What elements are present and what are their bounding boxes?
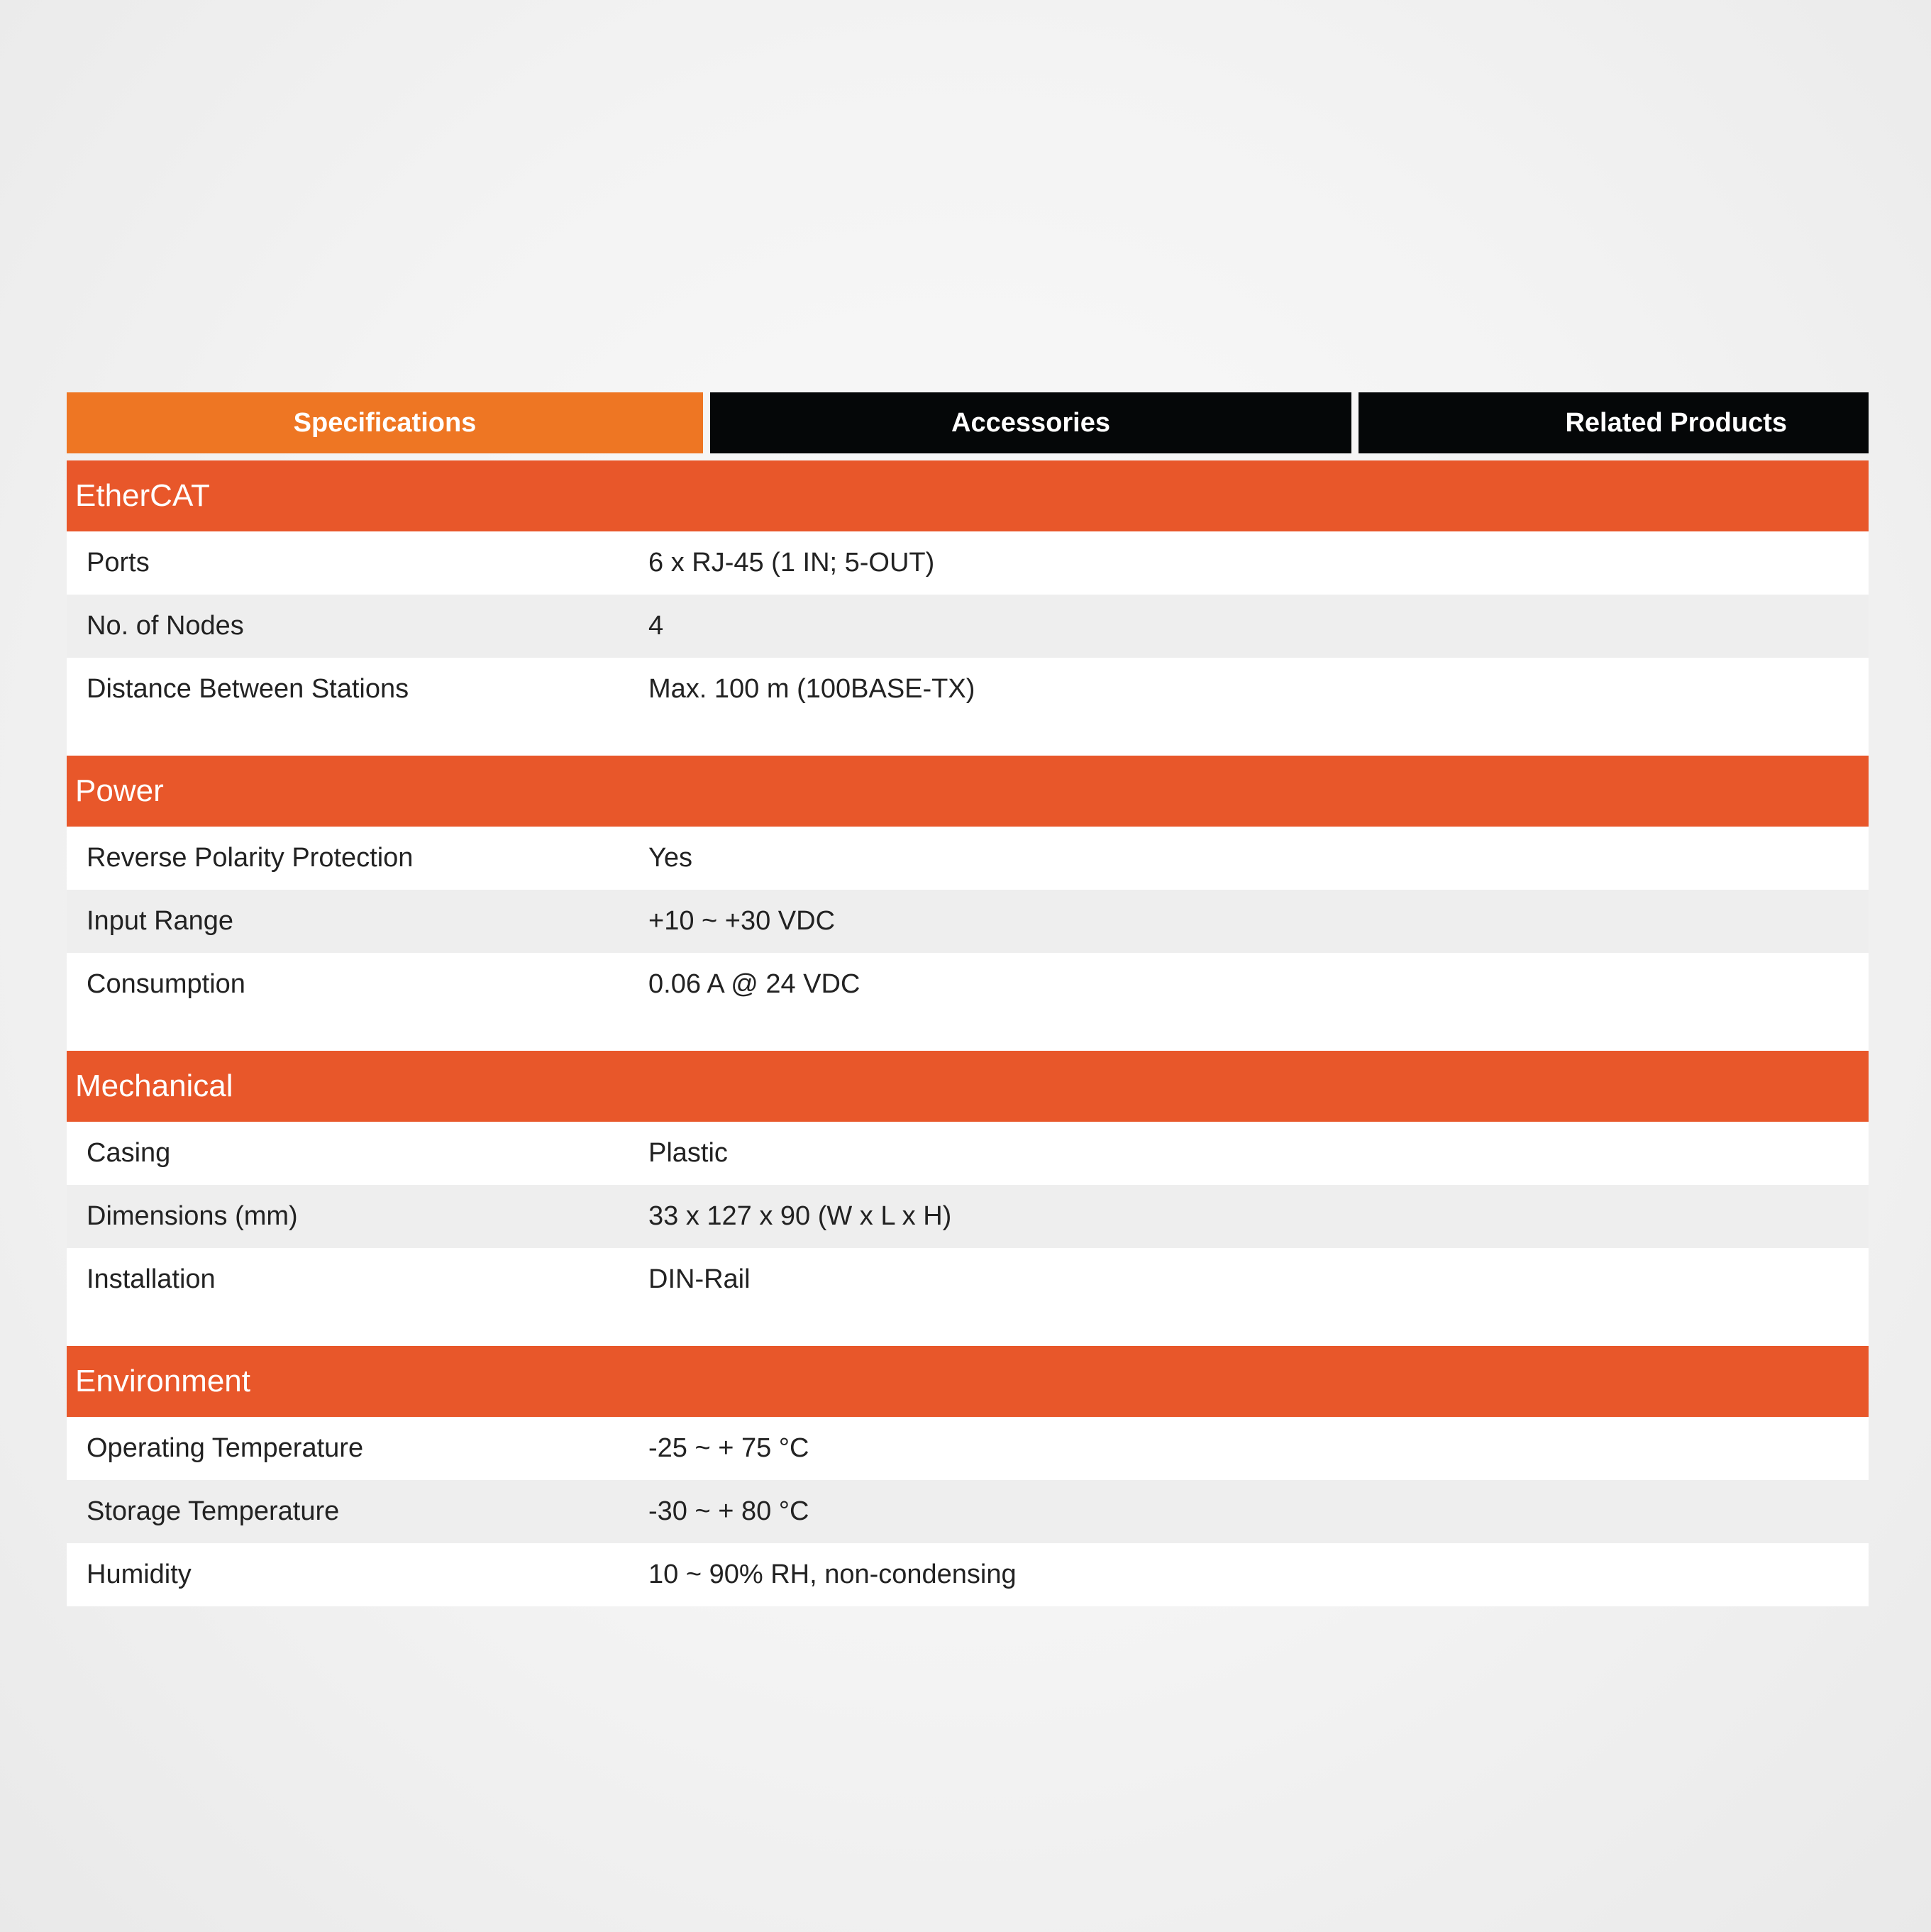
tab-accessories[interactable]: Accessories [710,392,1351,453]
spec-label: Distance Between Stations [87,674,409,704]
section-header: Power [67,756,1869,827]
spec-label: Storage Temperature [87,1496,340,1526]
section-spacer [67,1016,1869,1051]
spec-value: Plastic [648,1138,728,1168]
spec-label: No. of Nodes [87,611,244,641]
spec-label: Casing [87,1138,171,1168]
spec-value: -25 ~ + 75 °C [648,1433,809,1463]
spec-row [67,1185,1869,1248]
section-header: EtherCAT [67,460,1869,531]
spec-value: +10 ~ +30 VDC [648,906,836,936]
spec-label: Reverse Polarity Protection [87,843,414,873]
spec-value: 6 x RJ-45 (1 IN; 5-OUT) [648,548,935,578]
spec-label: Humidity [87,1560,192,1589]
spec-row [67,658,1869,721]
spec-value: -30 ~ + 80 °C [648,1496,809,1526]
spec-row [67,1480,1869,1543]
section-power [67,756,1869,1051]
tab-specifications[interactable]: Specifications [67,392,703,453]
spec-label: Operating Temperature [87,1433,364,1463]
spec-label: Installation [87,1264,216,1294]
section-environment [67,1346,1869,1606]
spec-label: Dimensions (mm) [87,1201,298,1231]
spec-label: Consumption [87,969,245,999]
spec-row [67,1543,1869,1606]
section-mechanical [67,1051,1869,1346]
spec-label: Ports [87,548,150,578]
spec-value: Yes [648,843,692,873]
spec-row [67,595,1869,658]
spec-value: Max. 100 m (100BASE-TX) [648,674,975,704]
spec-row [67,531,1869,595]
spec-value: 4 [648,611,664,641]
tab-bar [67,392,1869,453]
spec-value: 33 x 127 x 90 (W x L x H) [648,1201,952,1231]
spec-row [67,827,1869,890]
spec-row [67,890,1869,953]
spec-value: 10 ~ 90% RH, non-condensing [648,1560,1017,1589]
tab-related-products[interactable]: Related Products [1359,392,1869,453]
spec-value: 0.06 A @ 24 VDC [648,969,861,999]
spec-row [67,953,1869,1016]
spec-value: DIN-Rail [648,1264,751,1294]
section-header: Environment [67,1346,1869,1417]
section-spacer [67,721,1869,756]
section-spacer [67,1311,1869,1346]
spec-panel [67,392,1869,1606]
spec-row [67,1122,1869,1185]
spec-label: Input Range [87,906,234,936]
spec-row [67,1417,1869,1480]
section-ethercat [67,460,1869,756]
spec-row [67,1248,1869,1311]
section-header: Mechanical [67,1051,1869,1122]
